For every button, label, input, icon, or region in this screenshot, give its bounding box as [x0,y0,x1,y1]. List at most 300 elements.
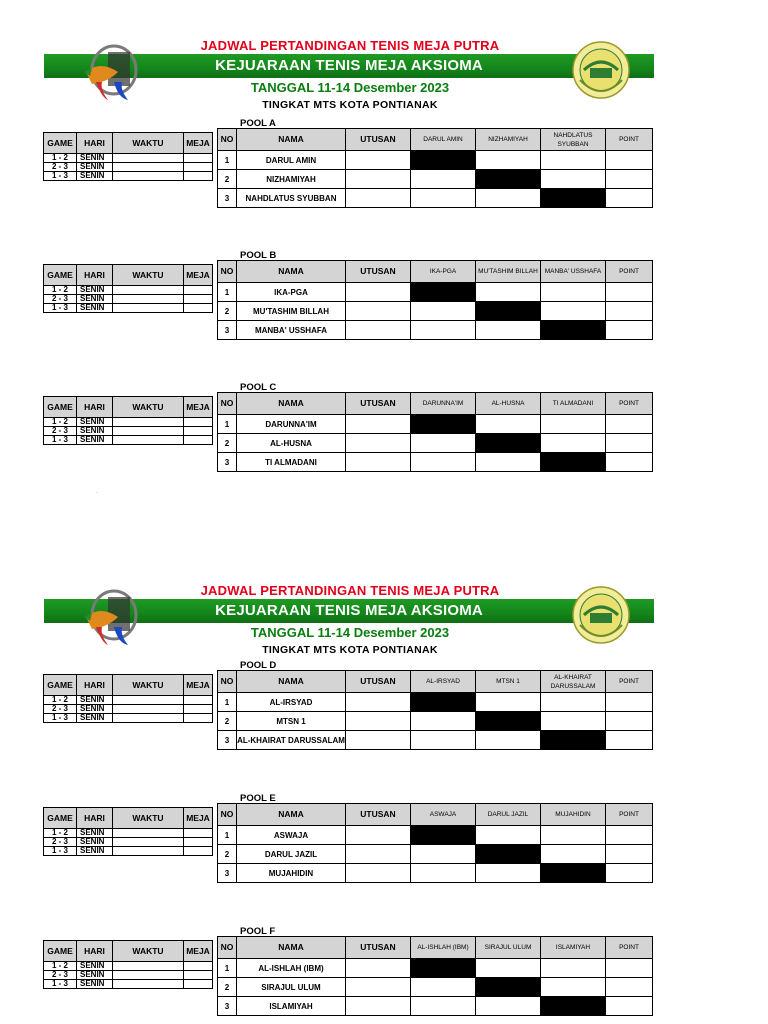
team-point-cell[interactable] [606,283,653,302]
self-match-cell [541,321,606,340]
pool-title: POOL F [240,926,276,937]
schedule-game: 1 - 2 [44,829,77,838]
match-score-cell[interactable] [541,151,606,170]
schedule-time-cell[interactable] [113,427,184,436]
schedule-table-cell[interactable] [184,980,213,989]
team-row [218,997,653,1016]
team-utusan-cell[interactable] [346,693,411,712]
match-score-cell[interactable] [541,170,606,189]
schedule-game: 2 - 3 [44,163,77,172]
team-row [218,959,653,978]
schedule-table [43,940,213,989]
match-score-cell[interactable] [541,845,606,864]
header-opponent: NIZHAMIYAH [476,129,541,151]
schedule-game: 1 - 2 [44,418,77,427]
schedule-row [44,838,213,847]
match-score-cell[interactable] [411,302,476,321]
schedule-row [44,295,213,304]
header-nama: NAMA [237,393,346,415]
team-point-cell[interactable] [606,693,653,712]
schedule-table-cell[interactable] [184,427,213,436]
team-row [218,978,653,997]
schedule-game: 1 - 2 [44,962,77,971]
team-point-cell[interactable] [606,302,653,321]
team-point-cell[interactable] [606,415,653,434]
team-utusan-cell[interactable] [346,453,411,472]
team-no: 3 [218,864,237,883]
header-nama: NAMA [237,671,346,693]
schedule-header-hari: HARI [77,808,113,829]
schedule-row [44,705,213,714]
match-score-cell[interactable] [476,826,541,845]
self-match-cell [476,845,541,864]
team-point-cell[interactable] [606,731,653,750]
pool-standings-table [217,936,653,1016]
schedule-header-game: GAME [44,265,77,286]
schedule-game: 2 - 3 [44,838,77,847]
header-opponent: MU'TASHIM BILLAH [476,261,541,283]
self-match-cell [411,151,476,170]
team-no: 1 [218,959,237,978]
pool-title: POOL A [240,118,276,129]
team-point-cell[interactable] [606,170,653,189]
match-score-cell[interactable] [476,959,541,978]
schedule-day: SENIN [77,427,113,436]
schedule-header-hari: HARI [77,265,113,286]
schedule-time-cell[interactable] [113,418,184,427]
schedule-table-cell[interactable] [184,838,213,847]
schedule-header-game: GAME [44,133,77,154]
match-score-cell[interactable] [411,978,476,997]
team-utusan-cell[interactable] [346,415,411,434]
match-score-cell[interactable] [541,978,606,997]
team-utusan-cell[interactable] [346,826,411,845]
schedule-row [44,418,213,427]
header-point: POINT [606,804,653,826]
schedule-time-cell[interactable] [113,714,184,723]
schedule-day: SENIN [77,286,113,295]
header-opponent: DARUNNA'IM [411,393,476,415]
match-score-cell[interactable] [541,302,606,321]
match-score-cell[interactable] [541,712,606,731]
team-utusan-cell[interactable] [346,321,411,340]
team-name: MANBA' USSHAFA [237,321,346,340]
schedule-table-cell[interactable] [184,304,213,313]
match-score-cell[interactable] [476,864,541,883]
match-score-cell[interactable] [411,189,476,208]
schedule-table-cell[interactable] [184,154,213,163]
schedule-day: SENIN [77,418,113,427]
pool-standings-table [217,260,653,340]
schedule-header-meja: MEJA [184,675,213,696]
schedule-row [44,714,213,723]
self-match-cell [411,959,476,978]
schedule-header-meja: MEJA [184,265,213,286]
schedule-table-cell[interactable] [184,714,213,723]
team-row [218,151,653,170]
team-utusan-cell[interactable] [346,189,411,208]
header-no: NO [218,393,237,415]
team-no: 3 [218,453,237,472]
header-no: NO [218,937,237,959]
schedule-day: SENIN [77,163,113,172]
self-match-cell [541,189,606,208]
schedule-table [43,396,213,445]
schedule-table-cell[interactable] [184,705,213,714]
schedule-table-cell[interactable] [184,163,213,172]
team-utusan-cell[interactable] [346,283,411,302]
schedule-game: 1 - 3 [44,980,77,989]
schedule-table-cell[interactable] [184,286,213,295]
team-row [218,170,653,189]
header-point: POINT [606,671,653,693]
team-name: ASWAJA [237,826,346,845]
team-utusan-cell[interactable] [346,712,411,731]
schedule-header-waktu: WAKTU [113,808,184,829]
header-point: POINT [606,129,653,151]
team-no: 1 [218,826,237,845]
schedule-header-waktu: WAKTU [113,265,184,286]
match-score-cell[interactable] [411,453,476,472]
self-match-cell [476,712,541,731]
self-match-cell [541,997,606,1016]
team-point-cell[interactable] [606,434,653,453]
team-utusan-cell[interactable] [346,864,411,883]
team-row [218,321,653,340]
schedule-game: 1 - 3 [44,172,77,181]
header-no: NO [218,129,237,151]
team-name: NIZHAMIYAH [237,170,346,189]
pool-standings-table [217,803,653,883]
header-opponent: ASWAJA [411,804,476,826]
schedule-game: 2 - 3 [44,705,77,714]
schedule-day: SENIN [77,980,113,989]
schedule-row [44,154,213,163]
schedule-day: SENIN [77,436,113,445]
match-score-cell[interactable] [476,151,541,170]
page-title: JADWAL PERTANDINGAN TENIS MEJA PUTRA [200,38,500,53]
schedule-row [44,829,213,838]
header-section-2 [0,583,768,667]
schedule-row [44,286,213,295]
schedule-time-cell[interactable] [113,304,184,313]
pool-title: POOL B [240,250,277,261]
header-opponent: IKA-PGA [411,261,476,283]
match-score-cell[interactable] [541,415,606,434]
team-no: 2 [218,978,237,997]
team-no: 1 [218,283,237,302]
header-nama: NAMA [237,937,346,959]
pool-title: POOL E [240,793,276,804]
stray-mark: · [96,490,98,496]
schedule-time-cell[interactable] [113,172,184,181]
match-score-cell[interactable] [411,434,476,453]
schedule-header-hari: HARI [77,133,113,154]
schedule-header-meja: MEJA [184,941,213,962]
seal-logo-icon [568,585,634,645]
schedule-row [44,847,213,856]
team-no: 2 [218,302,237,321]
self-match-cell [476,170,541,189]
schedule-table-cell[interactable] [184,847,213,856]
match-score-cell[interactable] [541,826,606,845]
team-mascot-logo-icon [78,587,142,647]
team-no: 3 [218,997,237,1016]
schedule-day: SENIN [77,696,113,705]
schedule-time-cell[interactable] [113,436,184,445]
team-row [218,712,653,731]
schedule-time-cell[interactable] [113,295,184,304]
team-name: IKA-PGA [237,283,346,302]
match-score-cell[interactable] [411,712,476,731]
team-point-cell[interactable] [606,712,653,731]
schedule-time-cell[interactable] [113,163,184,172]
schedule-row [44,980,213,989]
self-match-cell [541,864,606,883]
schedule-day: SENIN [77,705,113,714]
team-utusan-cell[interactable] [346,731,411,750]
match-score-cell[interactable] [476,415,541,434]
pool-standings-table [217,392,653,472]
team-name: DARUNNA'IM [237,415,346,434]
team-row [218,731,653,750]
schedule-game: 2 - 3 [44,427,77,436]
team-utusan-cell[interactable] [346,151,411,170]
schedule-row [44,304,213,313]
schedule-table-cell[interactable] [184,962,213,971]
team-utusan-cell[interactable] [346,845,411,864]
team-point-cell[interactable] [606,959,653,978]
team-no: 1 [218,693,237,712]
event-date: TANGGAL 11-14 Desember 2023 [250,625,450,640]
match-score-cell[interactable] [476,283,541,302]
schedule-time-cell[interactable] [113,838,184,847]
team-name: MUJAHIDIN [237,864,346,883]
schedule-day: SENIN [77,971,113,980]
schedule-table-cell[interactable] [184,172,213,181]
schedule-header-hari: HARI [77,941,113,962]
team-no: 2 [218,845,237,864]
match-score-cell[interactable] [541,693,606,712]
match-score-cell[interactable] [411,845,476,864]
header-no: NO [218,671,237,693]
schedule-day: SENIN [77,172,113,181]
schedule-row [44,427,213,436]
team-name: DARUL JAZIL [237,845,346,864]
team-row [218,453,653,472]
schedule-header-game: GAME [44,941,77,962]
schedule-day: SENIN [77,847,113,856]
team-mascot-logo-icon [78,42,142,102]
schedule-game: 1 - 3 [44,847,77,856]
schedule-game: 1 - 2 [44,696,77,705]
header-opponent: DARUL AMIN [411,129,476,151]
schedule-row [44,696,213,705]
match-score-cell[interactable] [411,170,476,189]
match-score-cell[interactable] [541,959,606,978]
event-date: TANGGAL 11-14 Desember 2023 [250,80,450,95]
match-score-cell[interactable] [476,189,541,208]
schedule-time-cell[interactable] [113,286,184,295]
schedule-game: 1 - 3 [44,436,77,445]
schedule-time-cell[interactable] [113,154,184,163]
team-row [218,415,653,434]
team-point-cell[interactable] [606,826,653,845]
schedule-time-cell[interactable] [113,696,184,705]
schedule-game: 1 - 3 [44,304,77,313]
schedule-table-cell[interactable] [184,971,213,980]
match-score-cell[interactable] [411,997,476,1016]
header-section-1 [0,38,768,122]
team-no: 2 [218,434,237,453]
team-point-cell[interactable] [606,845,653,864]
match-score-cell[interactable] [476,997,541,1016]
team-name: NAHDLATUS SYUBBAN [237,189,346,208]
header-point: POINT [606,937,653,959]
header-no: NO [218,261,237,283]
schedule-header-game: GAME [44,397,77,418]
schedule-header-game: GAME [44,675,77,696]
team-point-cell[interactable] [606,978,653,997]
schedule-table-cell[interactable] [184,829,213,838]
self-match-cell [411,693,476,712]
banner-title: KEJUARAAN TENIS MEJA AKSIOMA [215,57,483,74]
team-name: AL-IRSYAD [237,693,346,712]
team-name: AL-HUSNA [237,434,346,453]
team-name: MU'TASHIM BILLAH [237,302,346,321]
schedule-time-cell[interactable] [113,980,184,989]
schedule-game: 1 - 3 [44,714,77,723]
self-match-cell [541,731,606,750]
team-point-cell[interactable] [606,864,653,883]
schedule-header-waktu: WAKTU [113,397,184,418]
team-no: 2 [218,712,237,731]
team-name: DARUL AMIN [237,151,346,170]
schedule-table-cell[interactable] [184,295,213,304]
header-no: NO [218,804,237,826]
schedule-row [44,971,213,980]
match-score-cell[interactable] [411,864,476,883]
schedule-header-hari: HARI [77,397,113,418]
self-match-cell [411,415,476,434]
header-utusan: UTUSAN [346,671,411,693]
match-score-cell[interactable] [476,693,541,712]
header-opponent: MUJAHIDIN [541,804,606,826]
match-score-cell[interactable] [476,453,541,472]
schedule-table-cell[interactable] [184,696,213,705]
schedule-day: SENIN [77,962,113,971]
pool-title: POOL D [240,660,277,671]
team-row [218,434,653,453]
self-match-cell [476,978,541,997]
team-name: AL-KHAIRAT DARUSSALAM [237,731,346,750]
match-score-cell[interactable] [476,321,541,340]
self-match-cell [411,283,476,302]
team-row [218,845,653,864]
schedule-time-cell[interactable] [113,847,184,856]
schedule-table [43,674,213,723]
header-utusan: UTUSAN [346,937,411,959]
schedule-day: SENIN [77,838,113,847]
header-opponent: AL-KHAIRAT DARUSSALAM [541,671,606,693]
header-opponent: AL-IRSYAD [411,671,476,693]
header-nama: NAMA [237,804,346,826]
team-utusan-cell[interactable] [346,997,411,1016]
header-opponent: SIRAJUL ULUM [476,937,541,959]
schedule-time-cell[interactable] [113,971,184,980]
team-name: ISLAMIYAH [237,997,346,1016]
schedule-row [44,436,213,445]
header-nama: NAMA [237,129,346,151]
schedule-table [43,132,213,181]
schedule-time-cell[interactable] [113,962,184,971]
match-score-cell[interactable] [476,731,541,750]
schedule-day: SENIN [77,154,113,163]
banner-title: KEJUARAAN TENIS MEJA AKSIOMA [215,602,483,619]
team-point-cell[interactable] [606,321,653,340]
schedule-time-cell[interactable] [113,829,184,838]
team-point-cell[interactable] [606,151,653,170]
match-score-cell[interactable] [411,321,476,340]
team-utusan-cell[interactable] [346,434,411,453]
schedule-header-meja: MEJA [184,808,213,829]
schedule-row [44,163,213,172]
team-name: TI ALMADANI [237,453,346,472]
team-name: AL-ISHLAH (IBM) [237,959,346,978]
self-match-cell [476,434,541,453]
team-utusan-cell[interactable] [346,302,411,321]
team-utusan-cell[interactable] [346,959,411,978]
match-score-cell[interactable] [411,731,476,750]
team-no: 2 [218,170,237,189]
team-point-cell[interactable] [606,189,653,208]
team-row [218,826,653,845]
event-level: TINGKAT MTS KOTA PONTIANAK [262,99,438,111]
pool-title: POOL C [240,382,277,393]
team-point-cell[interactable] [606,453,653,472]
header-opponent: ISLAMIYAH [541,937,606,959]
team-utusan-cell[interactable] [346,978,411,997]
match-score-cell[interactable] [541,434,606,453]
schedule-time-cell[interactable] [113,705,184,714]
schedule-header-waktu: WAKTU [113,133,184,154]
schedule-row [44,962,213,971]
self-match-cell [411,826,476,845]
page-title: JADWAL PERTANDINGAN TENIS MEJA PUTRA [200,583,500,598]
team-row [218,302,653,321]
team-name: SIRAJUL ULUM [237,978,346,997]
header-opponent: NAHDLATUS SYUBBAN [541,129,606,151]
header-nama: NAMA [237,261,346,283]
header-utusan: UTUSAN [346,804,411,826]
team-row [218,283,653,302]
schedule-table-cell[interactable] [184,418,213,427]
schedule-game: 1 - 2 [44,286,77,295]
seal-logo-icon [568,40,634,100]
team-utusan-cell[interactable] [346,170,411,189]
team-row [218,864,653,883]
team-point-cell[interactable] [606,997,653,1016]
schedule-game: 2 - 3 [44,971,77,980]
team-name: MTSN 1 [237,712,346,731]
schedule-row [44,172,213,181]
header-utusan: UTUSAN [346,129,411,151]
header-point: POINT [606,393,653,415]
team-row [218,693,653,712]
match-score-cell[interactable] [541,283,606,302]
schedule-table-cell[interactable] [184,436,213,445]
team-no: 3 [218,731,237,750]
